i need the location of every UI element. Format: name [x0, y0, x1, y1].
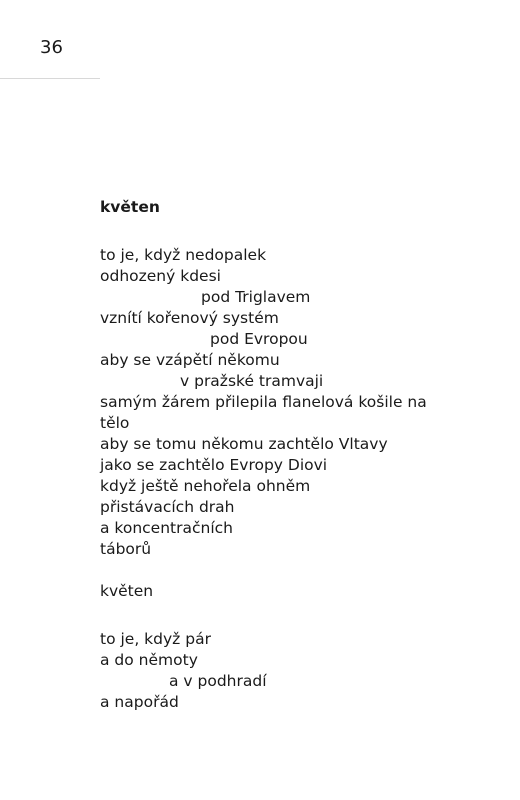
poem-line: samým žárem přilepila flanelová košile na	[100, 393, 427, 411]
poem-line: a do němoty	[100, 651, 198, 669]
poem-line: a koncentračních	[100, 519, 233, 537]
poem-line: to je, když nedopalek	[100, 246, 267, 264]
poem-line: pod Triglavem	[201, 288, 311, 306]
stanza-gap	[100, 218, 500, 239]
poem-line: a napořád	[100, 693, 179, 711]
poem-line: pod Evropou	[210, 330, 308, 348]
stanza-gap	[100, 560, 500, 581]
poem-line: táborů	[100, 540, 152, 558]
poem-line: tělo	[100, 414, 130, 432]
poem-refrain: květen	[100, 582, 154, 600]
poem-line: to je, když pár	[100, 630, 211, 648]
poem-line: a v podhradí	[169, 672, 267, 690]
poem-line: odhozený kdesi	[100, 267, 221, 285]
stanza-gap	[100, 602, 500, 623]
header-rule	[0, 78, 100, 79]
poem-line: aby se tomu někomu zachtělo Vltavy	[100, 435, 388, 453]
poem-line: vznítí kořenový systém	[100, 309, 279, 327]
poem-line: jako se zachtělo Evropy Diovi	[100, 456, 328, 474]
poem-line: aby se vzápětí někomu	[100, 351, 280, 369]
poem-line: v pražské tramvaji	[180, 372, 324, 390]
page-number: 36	[40, 37, 63, 58]
poem	[100, 197, 500, 713]
poem-title: květen	[100, 198, 160, 216]
poem-line: když ještě nehořela ohněm	[100, 477, 311, 495]
poem-line: přistávacích drah	[100, 498, 235, 516]
